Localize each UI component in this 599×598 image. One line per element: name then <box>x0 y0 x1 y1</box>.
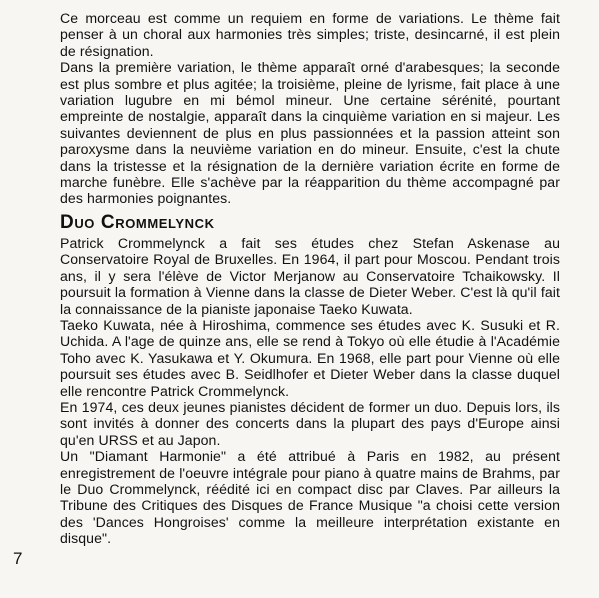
duo-paragraph-4: Un "Diamant Harmonie" a été attribué à Paris en 1982, au présent enregistrement de l'oeuvre intégrale pour piano à quatre mains de Brahms, par le Duo Crommelynck, réédité ici en compact disc par Claves. Par ailleurs la Tribune des Critiques des Disques de France Musique "a choisi cette version des 'Dances Hongroises' comme la meilleure interprétation existante en disque". <box>60 448 560 547</box>
section-title-duo-crommelynck: Duo Crommelynck <box>60 211 215 233</box>
duo-paragraph-2: Taeko Kuwata, née à Hiroshima, commence ses études avec K. Susuki et R. Uchida. A l'age de quinze ans, elle se rend à Tokyo où elle étudie à l'Académie Toho avec K. Yasukawa et Y. Okumura. En 1968, elle part pour Vienne où elle poursuit ses études avec B. Seidlhofer et Dieter Weber dans la classe duquel elle rencontre Patrick Crommelynck. <box>60 316 560 399</box>
duo-paragraph-1: Patrick Crommelynck a fait ses études chez Stefan Askenase au Conservatoire Royal de Bruxelles. En 1964, il part pour Moscou. Pendant trois ans, il y sera l'élève de Victor Merjanow au Conservatoire Tchaikowsky. Il poursuit la formation à Vienne dans la classe de Dieter Weber. C'est là qu'il fait la connaissance de la pianiste japonaise Taeko Kuwata. <box>60 234 560 317</box>
duo-paragraph-3: En 1974, ces deux jeunes pianistes décident de former un duo. Depuis lors, ils sont invités à donner des concerts dans la plupart des pays d'Europe ainsi qu'en URSS et au Japon. <box>60 398 560 448</box>
intro-paragraph-1: Ce morceau est comme un requiem en forme de variations. Le thème fait penser à un choral aux harmonies très simples; triste, desincarné, il est plein de résignation. <box>60 10 560 59</box>
page-content <box>60 10 560 547</box>
intro-paragraph-2: Dans la première variation, le thème apparaît orné d'arabesques; la seconde est plus sombre et plus agitée; la troisième, pleine de lyrisme, fait place à une variation lugubre en mi bémol mineur. Une certaine sérénité, pourtant empreinte de nostalgie, apparaît dans la cinquième variation en si majeur. Les suivantes deviennent de plus en plus passionnées et la passion atteint son paroxysme dans la neuvième variation en do mineur. Ensuite, c'est la chute dans la tristesse et la résignation de la dernière variation écrite en forme de marche funèbre. Elle s'achève par la réapparition du thème accompagné par des harmonies poignantes. <box>60 59 560 207</box>
page-number: 7 <box>13 549 23 568</box>
